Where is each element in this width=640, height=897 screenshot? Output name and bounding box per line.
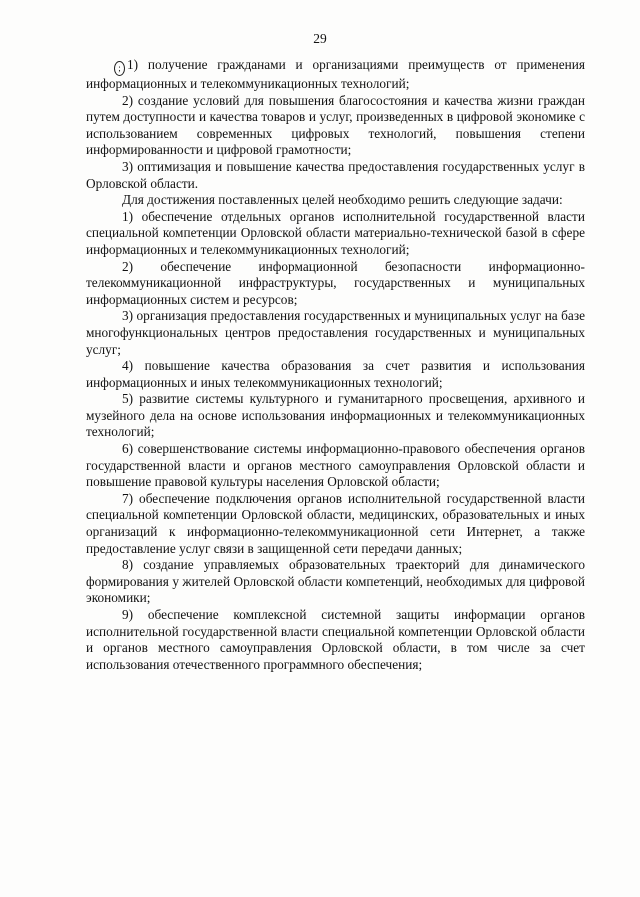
paragraph: 6) совершенствование системы информационно-правового обеспечения органов государственной власти и органов местного самоуправления Орловской области и повышение правовой культуры населения Орловской области; bbox=[86, 441, 585, 490]
paragraph: 1) обеспечение отдельных органов исполнительной государственной власти специальной компетенции Орловской области материально-технической базой в сфере информационных и телекоммуникационных технологий; bbox=[86, 208, 585, 257]
paragraph: Для достижения поставленных целей необходимо решить следующие задачи: bbox=[122, 192, 563, 208]
paragraph: 8) создание управляемых образовательных траекторий для динамического формирования у жителей Орловской области компетенций, необходимых для цифровой экономики; bbox=[86, 557, 585, 606]
paragraph: 5) развитие системы культурного и гуманитарного просвещения, архивного и музейного дела на основе использования информационных и телекоммуникационных технологий; bbox=[86, 391, 585, 440]
page-number: 29 bbox=[313, 31, 327, 46]
paragraph: 2) создание условий для повышения благосостояния и качества жизни граждан путем доступности и качества товаров и услуг, произведенных в цифровой экономике с использованием современных цифровых технологий, повышения степени информированности и цифровой грамотности; bbox=[86, 92, 585, 158]
margin-mark-icon: ; bbox=[114, 61, 125, 76]
paragraph: 2) обеспечение информационной безопасности информационно-телекоммуникационной инфраструктуры, государственных и муниципальных информационных систем и ресурсов; bbox=[86, 258, 585, 307]
paragraph: 3) оптимизация и повышение качества предоставления государственных услуг в Орловской области. bbox=[86, 158, 585, 191]
document-body bbox=[86, 57, 585, 673]
paragraph: 9) обеспечение комплексной системной защиты информации органов исполнительной государственной власти специальной компетенции Орловской области и органов местного самоуправления Орловской области, в том числе за счет использования отечественного программного обеспечения; bbox=[86, 607, 585, 672]
paragraph: ; 1) получение гражданами и организациями преимуществ от применения информационных и телекоммуникационных технологий; bbox=[86, 57, 585, 91]
paragraph: 4) повышение качества образования за счет развития и использования информационных и иных телекоммуникационных технологий; bbox=[86, 358, 585, 390]
paragraph: 7) обеспечение подключения органов исполнительной государственной власти специальной компетенции Орловской области, медицинских, образовательных и иных организаций к информационно-телекоммуникационной сети Интернет, а также предоставление услуг связи в защищенной сети передачи данных; bbox=[86, 490, 585, 556]
paragraph: 3) организация предоставления государственных и муниципальных услуг на базе многофункциональных центров предоставления государственных и муниципальных услуг; bbox=[86, 308, 585, 357]
